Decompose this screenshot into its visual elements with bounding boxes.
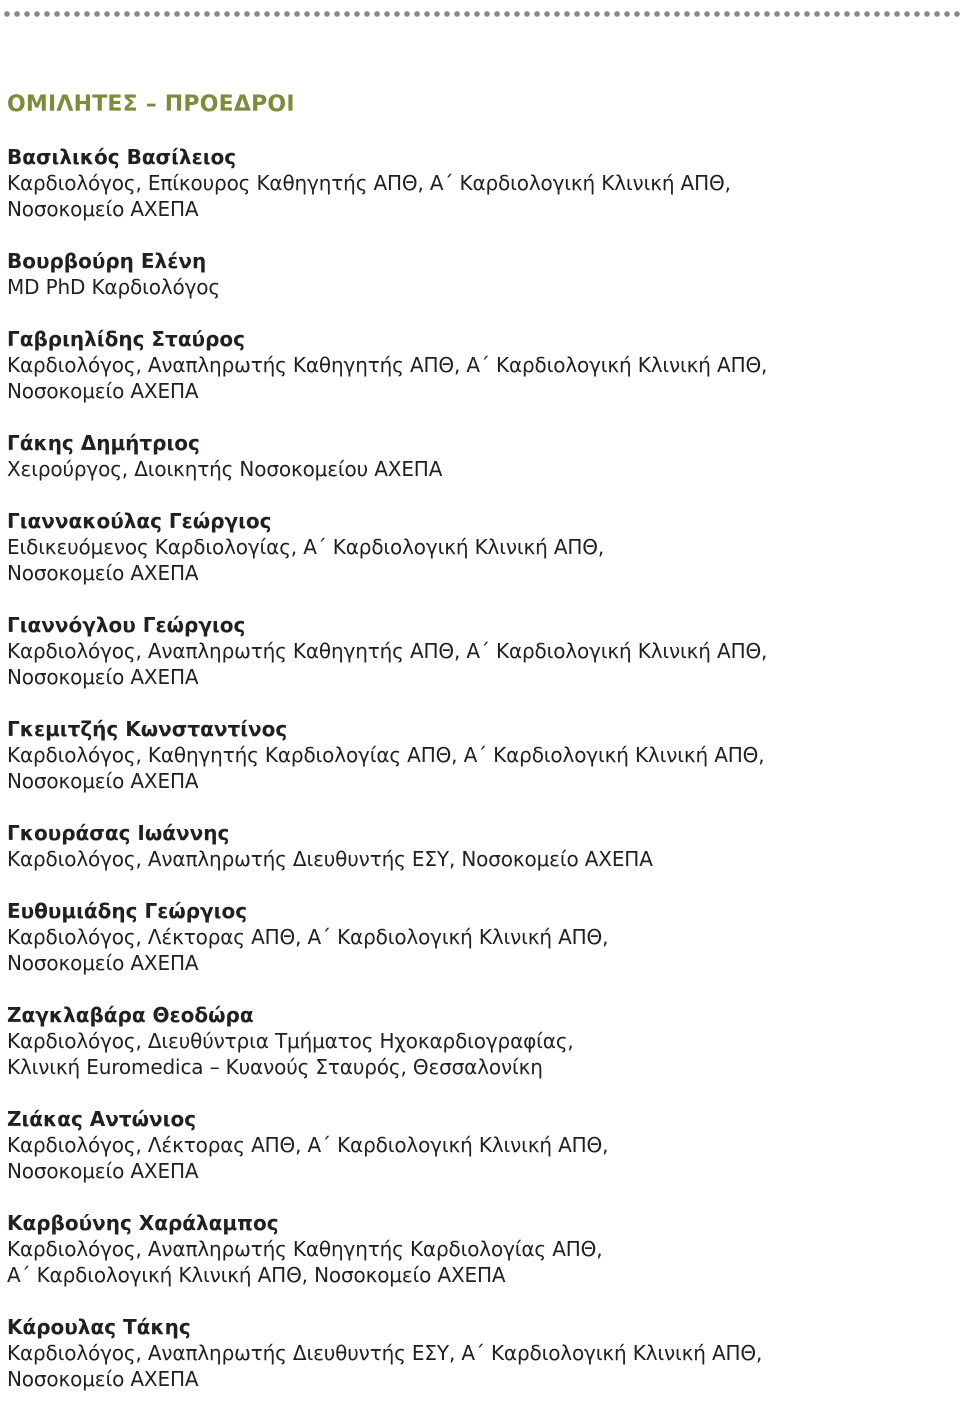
speaker-affiliation: Νοσοκομείο ΑΧΕΠΑ [7,561,199,585]
speaker-entry [7,612,947,690]
speaker-name: Γιαννόγλου Γεώργιος [7,613,246,637]
speaker-affiliation: Καρδιολόγος, Λέκτορας ΑΠΘ, Α΄ Καρδιολογική Κλινική ΑΠΘ, [7,925,609,949]
speaker-affiliation: Ειδικευόμενος Καρδιολογίας, Α΄ Καρδιολογική Κλινική ΑΠΘ, [7,535,605,559]
speaker-affiliation: Καρδιολόγος, Διευθύντρια Τμήματος Ηχοκαρδιογραφίας, [7,1029,574,1053]
speaker-affiliation: Χειρούργος, Διοικητής Νοσοκομείου ΑΧΕΠΑ [7,457,443,481]
speaker-entry [7,144,947,222]
speaker-name: Γάκης Δημήτριος [7,431,200,455]
speaker-name: Γιαννακούλας Γεώργιος [7,509,272,533]
speaker-affiliation: Καρδιολόγος, Λέκτορας ΑΠΘ, Α΄ Καρδιολογική Κλινική ΑΠΘ, [7,1133,609,1157]
speaker-affiliation: Α΄ Καρδιολογική Κλινική ΑΠΘ, Νοσοκομείο ΑΧΕΠΑ [7,1263,506,1287]
speaker-affiliation: Κλινική Euromedica – Κυανούς Σταυρός, Θεσσαλονίκη [7,1055,543,1079]
speaker-entry [7,820,947,872]
speaker-affiliation: Νοσοκομείο ΑΧΕΠΑ [7,1159,199,1183]
speaker-entry [7,1106,947,1184]
speaker-name: Γαβριηλίδης Σταύρος [7,327,245,351]
speaker-affiliation: Καρδιολόγος, Επίκουρος Καθηγητής ΑΠΘ, Α΄ Καρδιολογική Κλινική ΑΠΘ, [7,171,731,195]
speaker-affiliation: Νοσοκομείο ΑΧΕΠΑ [7,769,199,793]
speaker-affiliation: Καρδιολόγος, Καθηγητής Καρδιολογίας ΑΠΘ, Α΄ Καρδιολογική Κλινική ΑΠΘ, [7,743,765,767]
speaker-entry [7,326,947,404]
speaker-name: Ζαγκλαβάρα Θεοδώρα [7,1003,254,1027]
speaker-name: Κάρουλας Τάκης [7,1315,191,1339]
speaker-affiliation: Νοσοκομείο ΑΧΕΠΑ [7,951,199,975]
speaker-entry [7,430,947,482]
speaker-entry [7,508,947,586]
speaker-name: Καρβούνης Χαράλαμπος [7,1211,279,1235]
speaker-name: Βασιλικός Βασίλειος [7,145,237,169]
speaker-entry [7,248,947,300]
speaker-list [7,144,947,1418]
dotted-header-rule [0,10,960,18]
speaker-entry [7,1002,947,1080]
speaker-entry [7,1210,947,1288]
speaker-affiliation: Καρδιολόγος, Αναπληρωτής Καθηγητής ΑΠΘ, Α΄ Καρδιολογική Κλινική ΑΠΘ, [7,639,768,663]
speaker-affiliation: Καρδιολόγος, Αναπληρωτής Καθηγητής Καρδιολογίας ΑΠΘ, [7,1237,603,1261]
speaker-name: Γκεμιτζής Κωνσταντίνος [7,717,288,741]
speaker-name: Βουρβούρη Ελένη [7,249,207,273]
speaker-affiliation: Νοσοκομείο ΑΧΕΠΑ [7,379,199,403]
speaker-entry [7,1314,947,1392]
speaker-affiliation: Νοσοκομείο ΑΧΕΠΑ [7,1367,199,1391]
page-title: ΟΜΙΛΗΤΕΣ – ΠΡΟΕΔΡΟΙ [7,92,295,117]
speaker-name: Γκουράσας Ιωάννης [7,821,230,845]
speaker-affiliation: MD PhD Καρδιολόγος [7,275,220,299]
speaker-name: Ευθυμιάδης Γεώργιος [7,899,248,923]
speaker-entry [7,716,947,794]
speaker-affiliation: Καρδιολόγος, Αναπληρωτής Διευθυντής ΕΣΥ, Νοσοκομείο ΑΧΕΠΑ [7,847,653,871]
speaker-entry [7,898,947,976]
speaker-affiliation: Νοσοκομείο ΑΧΕΠΑ [7,665,199,689]
speaker-name: Ζιάκας Αντώνιος [7,1107,197,1131]
speaker-affiliation: Νοσοκομείο ΑΧΕΠΑ [7,197,199,221]
speaker-affiliation: Καρδιολόγος, Αναπληρωτής Διευθυντής ΕΣΥ, Α΄ Καρδιολογική Κλινική ΑΠΘ, [7,1341,763,1365]
speaker-affiliation: Καρδιολόγος, Αναπληρωτής Καθηγητής ΑΠΘ, Α΄ Καρδιολογική Κλινική ΑΠΘ, [7,353,768,377]
